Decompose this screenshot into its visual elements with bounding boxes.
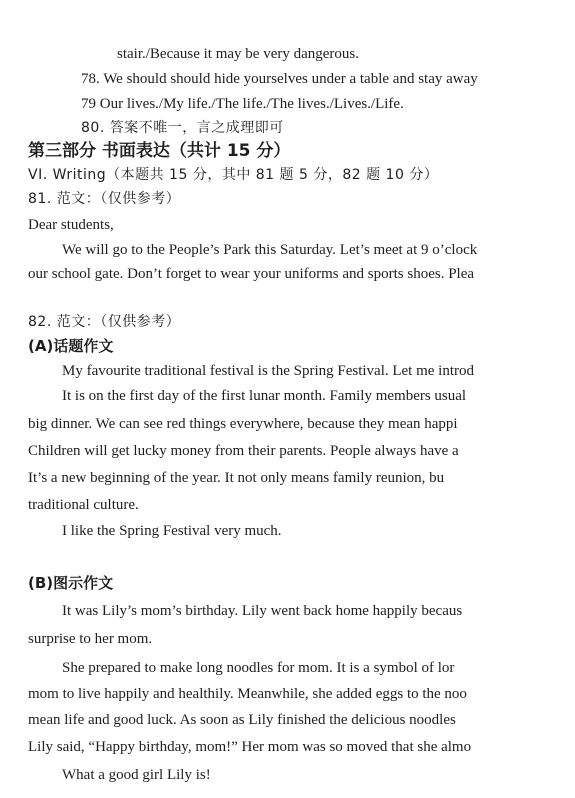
q82-b-line-1: It was Lily’s mom’s birthday. Lily went back home happily becaus <box>62 603 463 619</box>
q81-line-2: our school gate. Don’t forget to wear your uniforms and sports shoes. Plea <box>28 266 475 282</box>
q81-label: 81. 范文：（仅供参考） <box>28 191 181 207</box>
q82-a-line-2: It is on the first day of the first lunar month. Family members usual <box>62 388 467 404</box>
q82-b-line-7: What a good girl Lily is! <box>62 767 211 783</box>
writing-label: VI. Writing（本题共 15 分，其中 81 题 5 分，82 题 10 分） <box>28 167 439 183</box>
q82-a-line-7: I like the Spring Festival very much. <box>62 523 282 539</box>
q82-label: 82. 范文：（仅供参考） <box>28 314 181 330</box>
q82-a-line-1: My favourite traditional festival is the Spring Festival. Let me introd <box>62 363 475 379</box>
answer-78: 78. We should should hide yourselves under a table and stay away <box>81 71 478 87</box>
q81-salutation: Dear students, <box>28 217 114 233</box>
answer-80: 80. 答案不唯一，言之成理即可 <box>81 120 284 136</box>
q82-b-line-4: mom to live happily and healthily. Meanwhile, she added eggs to the noo <box>28 686 467 702</box>
q82-a-line-6: traditional culture. <box>28 497 139 513</box>
q82-a-line-3: big dinner. We can see red things everywhere, because they mean happi <box>28 416 458 432</box>
q82-b-line-6: Lily said, “Happy birthday, mom!” Her mom was so moved that she almo <box>28 739 472 755</box>
q82-a-title: (A)话题作文 <box>28 337 114 355</box>
q82-b-line-2: surprise to her mom. <box>28 631 153 647</box>
q82-a-line-4: Children will get lucky money from their parents. People always have a <box>28 443 459 459</box>
section-heading: 第三部分 书面表达（共计 15 分） <box>28 141 291 161</box>
answer-77-continued: stair./Because it may be very dangerous. <box>117 46 360 62</box>
q82-b-title: (B)图示作文 <box>28 574 114 592</box>
q82-b-line-5: mean life and good luck. As soon as Lily finished the delicious noodles <box>28 712 456 728</box>
q82-a-line-5: It’s a new beginning of the year. It not only means family reunion, bu <box>28 470 445 486</box>
q81-line-1: We will go to the People’s Park this Saturday. Let’s meet at 9 o’clock <box>62 242 478 258</box>
q82-b-line-3: She prepared to make long noodles for mom. It is a symbol of lor <box>62 660 455 676</box>
answer-79: 79 Our lives./My life./The life./The lives./Lives./Life. <box>81 96 404 112</box>
